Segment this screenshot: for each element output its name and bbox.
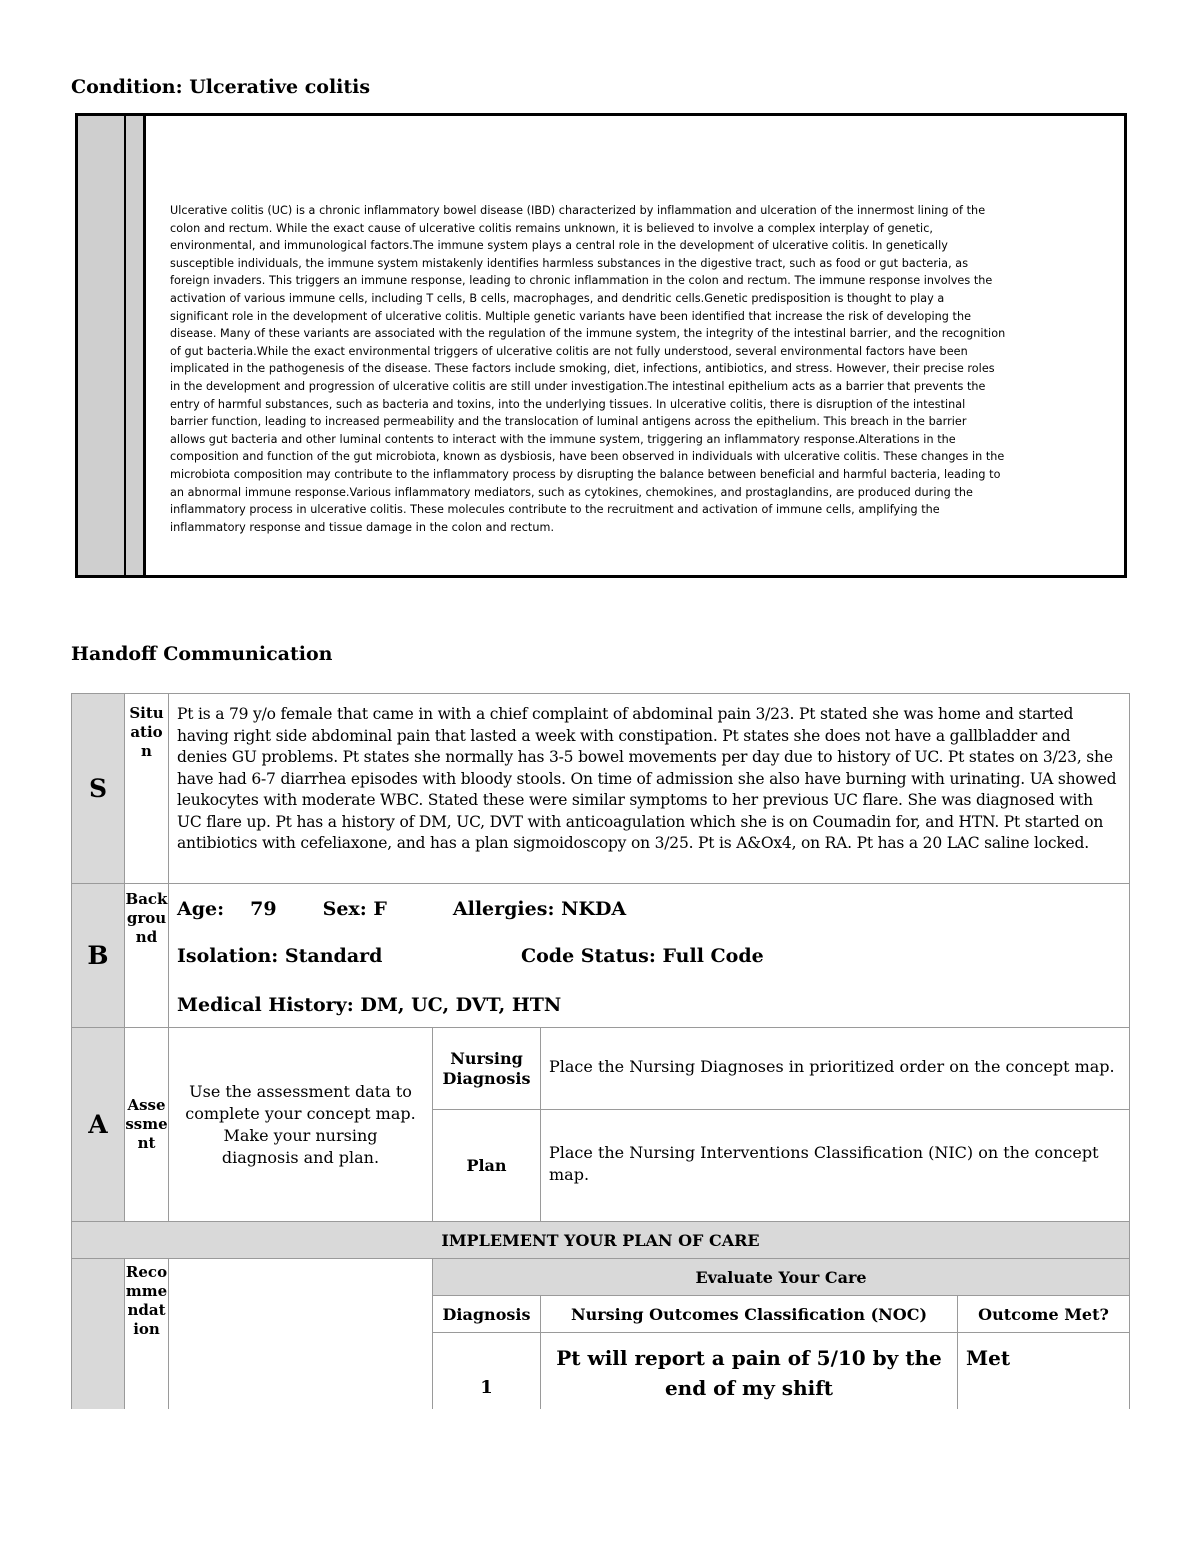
condition-line: activation of various immune cells, including T cells, B cells, macrophages, and dendritic cells.Genetic predisposition is thought to play a xyxy=(170,291,945,305)
plan-label-cell xyxy=(432,1109,541,1222)
condition-side-bar xyxy=(78,116,126,575)
isolation-label: Isolation: xyxy=(177,945,279,967)
condition-line: barrier function, leading to increased permeability and the translocation of luminal antigens across the epithelium. This breach in the barrier xyxy=(170,415,967,429)
medical-history-value: DM, UC, DVT, HTN xyxy=(360,994,562,1016)
plan-text: Place the Nursing Interventions Classification (NIC) on the concept map. xyxy=(540,1109,1130,1222)
implement-text: IMPLEMENT YOUR PLAN OF CARE xyxy=(441,1230,760,1250)
col-outcome-met xyxy=(957,1295,1130,1333)
eval-row-diagnosis-text: 1 xyxy=(480,1377,493,1398)
condition-line: implicated in the pathogenesis of the disease. These factors include smoking, diet, infections, antibiotics, and stress. However, their precise roles xyxy=(170,362,995,376)
evaluate-text: Evaluate Your Care xyxy=(695,1267,867,1287)
condition-description xyxy=(170,202,1086,536)
isolation-value: Standard xyxy=(284,945,383,967)
condition-line: foreign invaders. This triggers an immune response, leading to chronic inflammation in the colon and rectum. The immune response involves the xyxy=(170,274,993,288)
condition-line: of gut bacteria.While the exact environmental triggers of ulcerative colitis are not fully understood, several environmental factors have been xyxy=(170,344,968,358)
col-diagnosis-text: Diagnosis xyxy=(442,1304,531,1324)
col-diagnosis xyxy=(432,1295,541,1333)
r-letter xyxy=(71,1258,125,1409)
s-letter: S xyxy=(71,693,125,884)
allergies-value: NKDA xyxy=(561,898,627,920)
background-row-3 xyxy=(177,994,561,1016)
code-status-label: Code Status: xyxy=(521,945,656,967)
condition-box xyxy=(75,113,1127,578)
condition-line: composition and function of the gut microbiota, known as dysbiosis, have been observed in individuals with ulcerative colitis. These changes in the xyxy=(170,450,1005,464)
nursing-diagnosis-label: Nursing Diagnosis xyxy=(442,1048,531,1088)
condition-line: inflammatory response and tissue damage in the colon and rectum. xyxy=(170,520,555,534)
sex-value: F xyxy=(373,898,387,920)
condition-line: environmental, and immunological factors.The immune system plays a central role in the development of ulcerative colitis. In genetically xyxy=(170,239,948,253)
condition-line: an abnormal immune response.Various inflammatory mediators, such as cytokines, chemokines, and prostaglandins, are produced during the xyxy=(170,485,973,499)
b-letter: B xyxy=(71,883,125,1028)
handoff-table xyxy=(71,693,1130,1409)
implement-banner xyxy=(71,1221,1130,1259)
assessment-label xyxy=(124,1027,169,1222)
condition-side-bar-inner xyxy=(126,116,146,575)
condition-line: microbiota composition may contribute to the inflammatory process by disrupting the balance between beneficial and harmful bacteria, leading to xyxy=(170,467,1001,481)
handoff-heading: Handoff Communication xyxy=(71,643,333,665)
age-value: 79 xyxy=(250,898,277,920)
recommendation-blank xyxy=(168,1258,433,1409)
allergies-label: Allergies: xyxy=(452,898,555,920)
col-outcome-met-text: Outcome Met? xyxy=(978,1304,1109,1324)
code-status-value: Full Code xyxy=(662,945,764,967)
condition-line: entry of harmful substances, such as bacteria and toxins, into the underlying tissues. In ulcerative colitis, there is disruption of the intestinal xyxy=(170,397,966,411)
assessment-instructions: Use the assessment data to complete your concept map. Make your nursing diagnosis and plan. xyxy=(185,1081,416,1167)
condition-line: colon and rectum. While the exact cause of ulcerative colitis remains unknown, it is believed to involve a complex interplay of genetic, xyxy=(170,221,934,235)
background-cell xyxy=(168,883,1130,1028)
plan-label: Plan xyxy=(466,1156,507,1175)
eval-row-noc: Pt will report a pain of 5/10 by the end of my shift xyxy=(540,1332,958,1409)
col-noc-text: Nursing Outcomes Classification (NOC) xyxy=(570,1304,928,1324)
condition-line: in the development and progression of ulcerative colitis are still under investigation.The intestinal epithelium acts as a barrier that prevents the xyxy=(170,379,986,393)
condition-heading: Condition: Ulcerative colitis xyxy=(71,76,371,98)
condition-line: inflammatory process in ulcerative colitis. These molecules contribute to the recruitment and activation of immune cells, amplifying the xyxy=(170,503,940,517)
assessment-instructions-cell xyxy=(168,1027,433,1222)
background-label: Background xyxy=(124,883,169,1028)
medical-history-label: Medical History: xyxy=(177,994,354,1016)
condition-line: disease. Many of these variants are associated with the regulation of the immune system, the integrity of the intestinal barrier, and the recognition xyxy=(170,327,1006,341)
evaluate-header xyxy=(432,1258,1130,1296)
a-letter: A xyxy=(71,1027,125,1222)
background-row-2 xyxy=(177,945,382,967)
situation-text: Pt is a 79 y/o female that came in with a chief complaint of abdominal pain 3/23. Pt stated she was home and started having right side abdominal pain that lasted a week with constipation. Pt states she does not have a gallbladder and denies GU problems. Pt states she normally has 3-5 bowel movements per day due to history of UC. Pt states on 3/23, she have had 6-7 diarrhea episodes with bloody stools. On time of admission she also have burning with urinating. UA showed leukocytes with moderate WBC. Stated these were similar symptoms to her previous UC flare. She was diagnosed with UC flare up. Pt has a history of DM, UC, DVT with anticoagulation which she is on Coumadin for, and HTN. Pt started on antibiotics with cefeliaxone, and has a plan sigmoidoscopy on 3/25. Pt is A&Ox4, on RA. Pt has a 20 LAC saline locked. xyxy=(168,693,1130,884)
condition-line: Ulcerative colitis (UC) is a chronic inflammatory bowel disease (IBD) characterized by inflammation and ulceration of the innermost lining of the xyxy=(170,204,986,217)
col-noc xyxy=(540,1295,958,1333)
situation-label: Situation xyxy=(124,693,169,884)
nursing-diagnosis-label-cell xyxy=(432,1027,541,1110)
assessment-label-text: Assessment xyxy=(125,1096,168,1152)
eval-row-met: Met xyxy=(957,1332,1130,1409)
age-label: Age: xyxy=(177,898,225,920)
recommendation-label: Recommendation xyxy=(124,1258,169,1409)
eval-row-diagnosis xyxy=(432,1332,541,1409)
condition-line: significant role in the development of ulcerative colitis. Multiple genetic variants have been identified that increase the risk of developing the xyxy=(170,309,972,323)
sex-label: Sex: xyxy=(322,898,367,920)
condition-line: susceptible individuals, the immune system mistakenly identifies harmless substances in the digestive tract, such as food or gut bacteria, as xyxy=(170,256,969,270)
condition-line: allows gut bacteria and other luminal contents to interact with the immune system, triggering an inflammatory response.Alterations in the xyxy=(170,432,956,446)
nursing-diagnosis-text: Place the Nursing Diagnoses in prioritized order on the concept map. xyxy=(540,1027,1130,1110)
background-row-1 xyxy=(177,898,626,920)
background-row-2-code xyxy=(521,945,764,967)
